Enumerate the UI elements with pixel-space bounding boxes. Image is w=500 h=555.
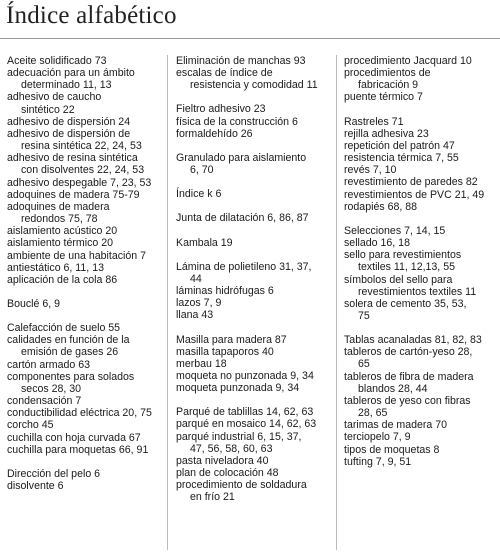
index-entry xyxy=(7,432,159,444)
index-term: física de la construcción 6 xyxy=(176,115,298,128)
index-term: adhesivo de dispersión 24 xyxy=(7,115,131,128)
index-entry xyxy=(7,262,159,274)
index-section-gap xyxy=(7,310,159,322)
index-section-gap xyxy=(344,104,498,116)
index-entry xyxy=(176,346,336,358)
index-entry xyxy=(176,309,336,321)
index-term: procedimiento Jacquard 10 xyxy=(344,55,472,67)
index-entry xyxy=(344,444,498,456)
index-term: procedimientos de xyxy=(344,67,431,80)
index-entry xyxy=(176,237,336,249)
index-entry xyxy=(344,225,498,237)
index-term: cartón armado 63 xyxy=(7,358,91,371)
index-entry xyxy=(7,237,159,249)
index-term: formaldehído 26 xyxy=(176,127,253,140)
index-column-3 xyxy=(344,55,498,468)
index-entry xyxy=(344,237,498,249)
index-entry xyxy=(176,467,336,479)
index-term: sellado 16, 18 xyxy=(344,237,410,250)
index-term: calidades en función de la xyxy=(7,334,130,347)
index-term: revés 7, 10 xyxy=(344,164,397,177)
index-term: tableros de fibra de madera xyxy=(344,370,474,383)
index-term: repetición del patrón 47 xyxy=(344,139,455,152)
index-entry xyxy=(176,406,336,418)
index-term-continuation: fabricación 9 xyxy=(358,79,419,92)
index-term: Eliminación de manchas 93 xyxy=(176,55,306,67)
index-entry xyxy=(344,140,498,152)
index-entry xyxy=(176,370,336,382)
index-entry xyxy=(176,55,336,67)
index-column-1 xyxy=(7,55,159,492)
index-term: cuchilla con hoja curvada 67 xyxy=(7,431,141,444)
index-term: puente térmico 7 xyxy=(344,91,423,104)
index-entry xyxy=(176,188,336,200)
index-term: Índice k 6 xyxy=(176,188,222,201)
index-term: símbolos del sello para xyxy=(344,273,453,286)
index-entry xyxy=(7,201,159,225)
index-term: antiestático 6, 11, 13 xyxy=(7,261,104,274)
index-section-gap xyxy=(344,322,498,334)
index-term: procedimiento de soldadura xyxy=(176,479,307,492)
index-term: Selecciones 7, 14, 15 xyxy=(344,224,446,237)
index-section-gap xyxy=(7,456,159,468)
index-entry xyxy=(7,371,159,395)
index-term: adhesivo de dispersión de xyxy=(7,127,131,140)
index-term-continuation: con disolventes 22, 24, 53 xyxy=(21,164,145,177)
index-entry xyxy=(7,480,159,492)
index-section-gap xyxy=(176,91,336,103)
index-entry xyxy=(344,116,498,128)
index-entry xyxy=(7,444,159,456)
index-section-gap xyxy=(7,286,159,298)
index-term: tipos de moquetas 8 xyxy=(344,443,440,456)
index-term: tableros de cartón-yeso 28, xyxy=(344,346,473,359)
index-entry xyxy=(176,116,336,128)
index-term: Calefacción de suelo 55 xyxy=(7,322,121,335)
index-term: tableros de yeso con fibras xyxy=(344,394,471,407)
index-term: cuchilla para moquetas 66, 91 xyxy=(7,443,149,456)
index-entry xyxy=(344,176,498,188)
index-entry xyxy=(344,55,498,67)
index-term: sello para revestimientos xyxy=(344,249,462,262)
index-term-continuation: en frío 21 xyxy=(190,491,235,504)
index-term-continuation: revestimientos textiles 11 xyxy=(358,285,477,298)
index-term-continuation: emisión de gases 26 xyxy=(21,346,119,359)
index-term-continuation: textiles 11, 12,13, 55 xyxy=(358,261,455,274)
index-section-gap xyxy=(176,322,336,334)
index-entry xyxy=(344,395,498,419)
index-entry xyxy=(344,152,498,164)
index-entry xyxy=(7,128,159,152)
index-entry xyxy=(344,298,498,322)
index-term-continuation: 47, 56, 58, 60, 63 xyxy=(190,442,273,455)
index-term-continuation: determinado 11, 13 xyxy=(21,79,112,92)
index-entry xyxy=(7,91,159,115)
index-entry xyxy=(176,67,336,91)
index-entry xyxy=(7,250,159,262)
index-term-continuation: resina sintética 22, 24, 53 xyxy=(21,140,142,153)
index-entry xyxy=(7,116,159,128)
index-term-continuation: blandos 28, 44 xyxy=(358,382,428,395)
index-section-gap xyxy=(176,394,336,406)
index-term: escalas de índice de xyxy=(176,67,273,80)
index-entry xyxy=(344,164,498,176)
index-term: Parqué de tablillas 14, 62, 63 xyxy=(176,406,314,419)
index-section-gap xyxy=(176,225,336,237)
index-term: láminas hidrófugas 6 xyxy=(176,285,274,298)
index-entry xyxy=(176,128,336,140)
index-entry xyxy=(344,249,498,273)
index-term: resistencia térmica 7, 55 xyxy=(344,152,459,165)
index-entry xyxy=(7,407,159,419)
index-entry xyxy=(176,382,336,394)
index-term: lazos 7, 9 xyxy=(176,297,222,310)
index-term: moqueta punzonada 9, 34 xyxy=(176,382,300,395)
index-term: llana 43 xyxy=(176,309,214,322)
index-entry xyxy=(344,274,498,298)
index-entry xyxy=(7,468,159,480)
index-entry xyxy=(7,322,159,334)
index-term: aplicación de la cola 86 xyxy=(7,273,118,286)
index-term: corcho 45 xyxy=(7,419,54,432)
index-term: parqué industrial 6, 15, 37, xyxy=(176,430,302,443)
index-term: revestimiento de paredes 82 xyxy=(344,176,478,189)
index-entry xyxy=(176,103,336,115)
index-column-2 xyxy=(176,55,336,504)
index-term: masilla tapaporos 40 xyxy=(176,345,274,358)
index-entry xyxy=(7,152,159,176)
index-entry xyxy=(176,358,336,370)
index-term: Lámina de polietileno 31, 37, xyxy=(176,260,312,273)
index-term-continuation: resistencia y comodidad 11 xyxy=(190,79,318,92)
index-term: rejilla adhesiva 23 xyxy=(344,127,429,140)
index-entry xyxy=(176,334,336,346)
index-term: tufting 7, 9, 51 xyxy=(344,455,412,468)
index-entry xyxy=(344,128,498,140)
index-term: Dirección del pelo 6 xyxy=(7,467,101,480)
index-term: disolvente 6 xyxy=(7,480,64,492)
index-term: Junta de dilatación 6, 86, 87 xyxy=(176,212,309,225)
index-entry xyxy=(176,479,336,503)
index-term: rodapiés 68, 88 xyxy=(344,200,418,213)
index-entry xyxy=(344,334,498,346)
index-section-gap xyxy=(176,140,336,152)
index-term-continuation: 65 xyxy=(358,358,370,371)
index-entry xyxy=(344,456,498,468)
column-divider xyxy=(167,55,168,550)
index-entry xyxy=(344,201,498,213)
index-term: aislamiento acústico 20 xyxy=(7,225,118,238)
index-term: componentes para solados xyxy=(7,370,135,383)
index-entry xyxy=(176,152,336,176)
index-entry xyxy=(176,418,336,430)
index-term: revestimientos de PVC 21, 49 xyxy=(344,188,485,201)
index-section-gap xyxy=(176,176,336,188)
index-entry xyxy=(7,177,159,189)
index-term-continuation: redondos 75, 78 xyxy=(21,213,98,226)
index-entry xyxy=(7,274,159,286)
index-term: ambiente de una habitación 7 xyxy=(7,249,147,262)
index-term: Bouclé 6, 9 xyxy=(7,297,61,310)
index-entry xyxy=(176,455,336,467)
index-entry xyxy=(7,67,159,91)
index-term: conductibilidad eléctrica 20, 75 xyxy=(7,407,152,420)
index-term: adhesivo despegable 7, 23, 53 xyxy=(7,176,152,189)
index-term: condensación 7 xyxy=(7,395,82,408)
index-section-gap xyxy=(176,200,336,212)
index-term: Rastreles 71 xyxy=(344,115,404,128)
index-term: adhesivo de resina sintética xyxy=(7,152,138,165)
index-term: adecuación para un ámbito xyxy=(7,67,135,80)
index-section-gap xyxy=(344,213,498,225)
index-term: adoquines de madera 75-79 xyxy=(7,188,140,201)
index-entry xyxy=(176,431,336,455)
index-term: moqueta no punzonada 9, 34 xyxy=(176,369,314,382)
index-entry xyxy=(7,395,159,407)
index-entry xyxy=(7,419,159,431)
index-entry xyxy=(176,212,336,224)
column-divider xyxy=(336,55,337,550)
index-term: merbau 18 xyxy=(176,357,227,370)
title-rule xyxy=(0,38,500,39)
index-entry xyxy=(344,371,498,395)
index-term: adoquines de madera xyxy=(7,200,110,213)
index-entry xyxy=(7,189,159,201)
index-term: Fieltro adhesivo 23 xyxy=(176,103,266,116)
index-term: aislamiento térmico 20 xyxy=(7,237,113,250)
index-term-continuation: 44 xyxy=(190,272,202,285)
index-term-continuation: 6, 70 xyxy=(190,164,214,177)
index-entry xyxy=(344,67,498,91)
index-term: Masilla para madera 87 xyxy=(176,333,287,346)
index-entry xyxy=(344,346,498,370)
index-entry xyxy=(176,297,336,309)
page-title: Índice alfabético xyxy=(6,2,177,29)
index-term: Granulado para aislamiento xyxy=(176,151,307,164)
index-term: solera de cemento 35, 53, xyxy=(344,297,467,310)
index-term: plan de colocación 48 xyxy=(176,467,279,480)
index-entry xyxy=(344,431,498,443)
index-term: parqué en mosaico 14, 62, 63 xyxy=(176,418,317,431)
index-entry xyxy=(7,225,159,237)
index-entry xyxy=(344,189,498,201)
index-entry xyxy=(344,419,498,431)
index-term-continuation: 28, 65 xyxy=(358,407,388,420)
index-term-continuation: secos 28, 30 xyxy=(21,382,82,395)
index-entry xyxy=(344,91,498,103)
index-entry xyxy=(7,334,159,358)
index-entry xyxy=(7,298,159,310)
index-entry xyxy=(176,285,336,297)
index-term: tarimas de madera 70 xyxy=(344,419,448,432)
index-term: Aceite solidificado 73 xyxy=(7,55,107,67)
index-term: Tablas acanaladas 81, 82, 83 xyxy=(344,334,482,347)
index-section-gap xyxy=(176,249,336,261)
index-entry xyxy=(176,261,336,285)
index-term-continuation: sintético 22 xyxy=(21,103,75,116)
index-term: Kambala 19 xyxy=(176,236,233,249)
index-term: pasta niveladora 40 xyxy=(176,454,269,467)
index-entry xyxy=(7,359,159,371)
index-term: adhesivo de caucho xyxy=(7,91,102,104)
index-term-continuation: 75 xyxy=(358,309,370,322)
index-entry xyxy=(7,55,159,67)
index-term: terciopelo 7, 9 xyxy=(344,431,411,444)
